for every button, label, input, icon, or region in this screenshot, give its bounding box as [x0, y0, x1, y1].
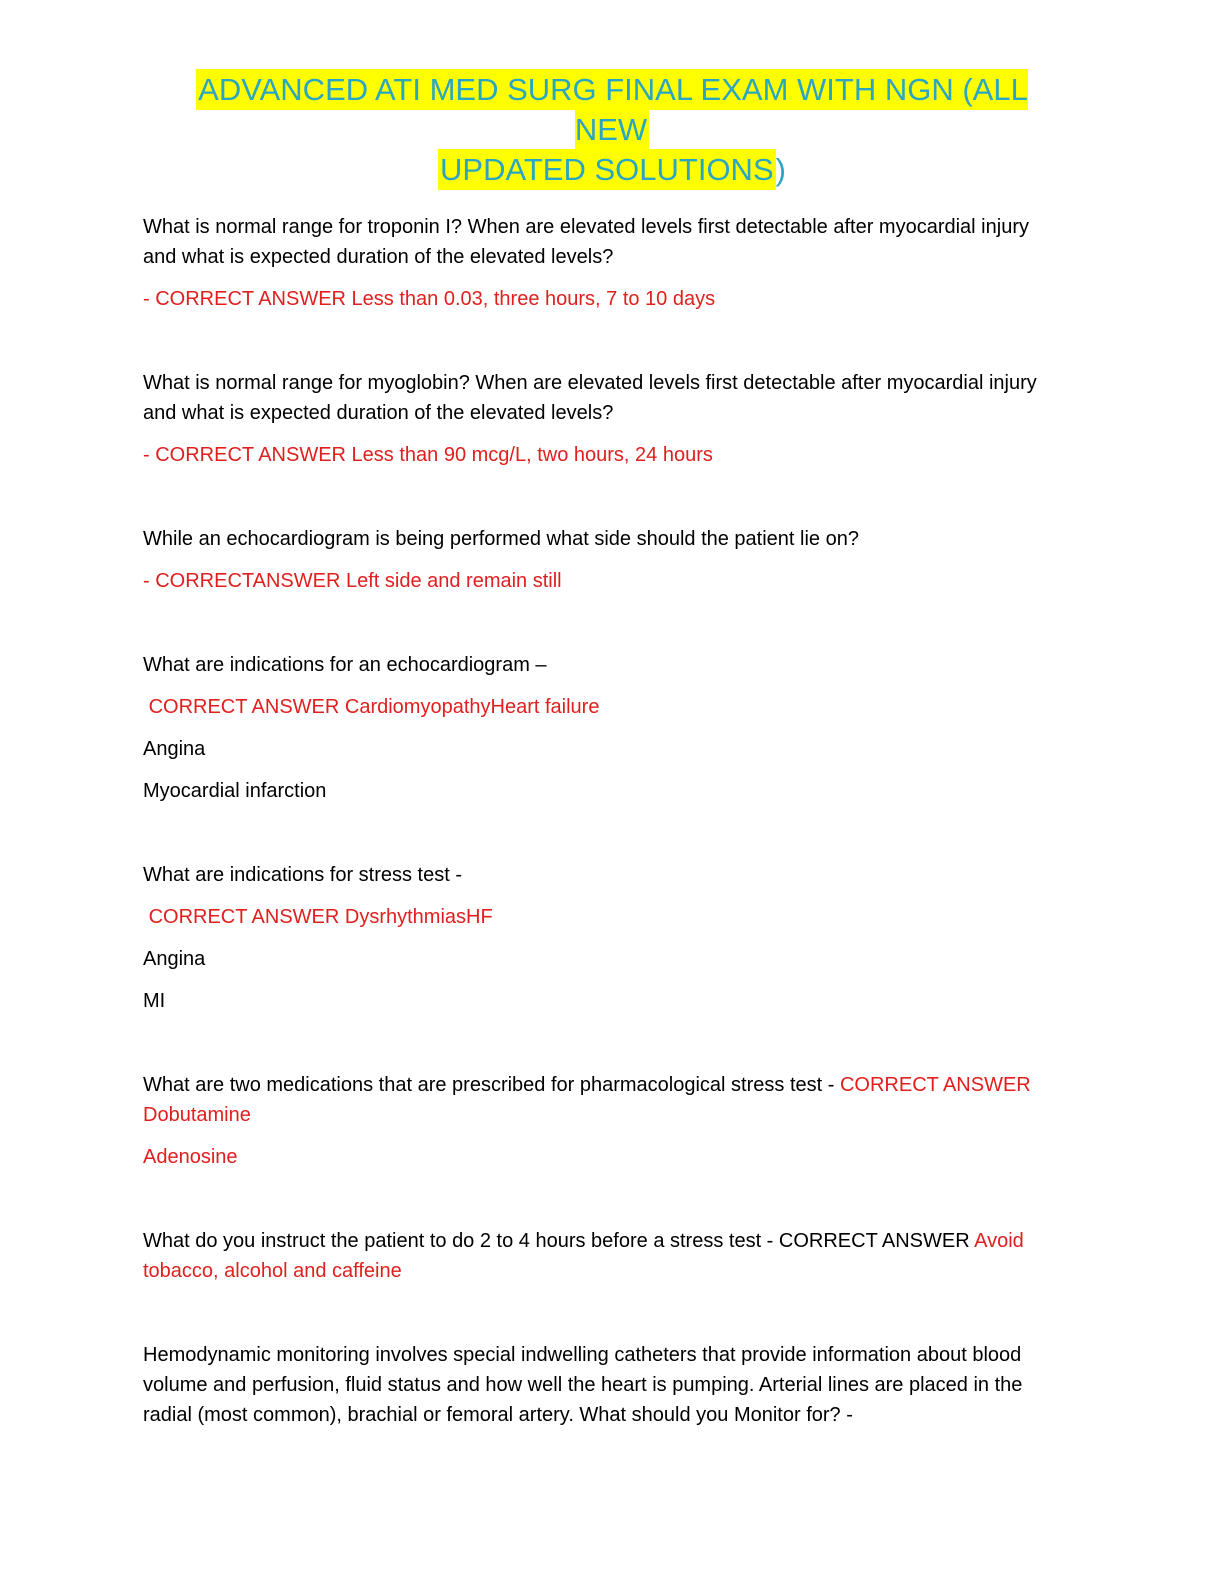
question-text: What are two medications that are prescribed for pharmacological stress test -	[143, 1074, 840, 1096]
answer-paragraph	[143, 440, 1053, 470]
question-paragraph	[143, 944, 1053, 974]
answer-paragraph	[143, 284, 1053, 314]
question-text: Myocardial infarction	[143, 780, 327, 802]
question-paragraph	[143, 776, 1053, 806]
question-paragraph	[143, 1340, 1053, 1430]
question-text: Angina	[143, 738, 206, 760]
answer-text: Adenosine	[143, 1146, 238, 1168]
blank-line	[143, 818, 1053, 848]
question-text: What are indications for an echocardiogram –	[143, 654, 547, 676]
title-text: )	[775, 152, 786, 187]
question-text: What is normal range for troponin I? When are elevated levels first detectable after myocardial injury and what is expected duration of the elevated levels?	[143, 216, 1035, 268]
question-text: While an echocardiogram is being performed what side should the patient lie on?	[143, 528, 859, 550]
blank-line	[143, 1184, 1053, 1214]
answer-paragraph	[143, 566, 1053, 596]
highlighted-title-text: ADVANCED ATI MED SURG FINAL EXAM WITH NGN (ALL NEW	[196, 69, 1028, 150]
question-text: What do you instruct the patient to do 2 to 4 hours before a stress test - CORRECT ANSWER	[143, 1230, 975, 1252]
document-body	[143, 212, 1053, 1430]
blank-line	[143, 608, 1053, 638]
answer-text: CORRECT ANSWER Dobutamine	[143, 1074, 1037, 1126]
answer-text: CORRECT ANSWER DysrhythmiasHF	[143, 906, 493, 928]
question-text: What is normal range for myoglobin? When are elevated levels first detectable after myocardial injury and what is expected duration of the elevated levels?	[143, 372, 1043, 424]
question-paragraph	[143, 524, 1053, 554]
document-title	[171, 70, 1053, 190]
answer-paragraph	[143, 692, 1053, 722]
answer-paragraph	[143, 1142, 1053, 1172]
question-paragraph	[143, 650, 1053, 680]
blank-line	[143, 1028, 1053, 1058]
question-paragraph	[143, 734, 1053, 764]
question-paragraph	[143, 1226, 1053, 1286]
title-line	[171, 70, 1053, 150]
answer-text: - CORRECT ANSWER Less than 90 mcg/L, two hours, 24 hours	[143, 444, 713, 466]
title-line	[171, 150, 1053, 190]
blank-line	[143, 326, 1053, 356]
question-paragraph	[143, 986, 1053, 1016]
question-paragraph	[143, 1070, 1053, 1130]
answer-text: Avoid tobacco, alcohol and caffeine	[143, 1230, 1030, 1282]
answer-text: - CORRECT ANSWER Less than 0.03, three hours, 7 to 10 days	[143, 288, 716, 310]
answer-text: CORRECT ANSWER CardiomyopathyHeart failure	[143, 696, 600, 718]
question-text: Angina	[143, 948, 206, 970]
blank-line	[143, 1298, 1053, 1328]
answer-text: - CORRECTANSWER Left side and remain still	[143, 570, 562, 592]
question-text: MI	[143, 990, 166, 1012]
question-paragraph	[143, 368, 1053, 428]
question-text: Hemodynamic monitoring involves special indwelling catheters that provide information about blood volume and perfusion, fluid status and how well the heart is pumping. Arterial lines are placed in the radial (most common), brachial or femoral artery. What should you Monitor for? -	[143, 1344, 1028, 1426]
answer-paragraph	[143, 902, 1053, 932]
question-paragraph	[143, 212, 1053, 272]
question-paragraph	[143, 860, 1053, 890]
highlighted-title-text: UPDATED SOLUTIONS	[438, 149, 776, 190]
question-text: What are indications for stress test -	[143, 864, 463, 886]
blank-line	[143, 482, 1053, 512]
